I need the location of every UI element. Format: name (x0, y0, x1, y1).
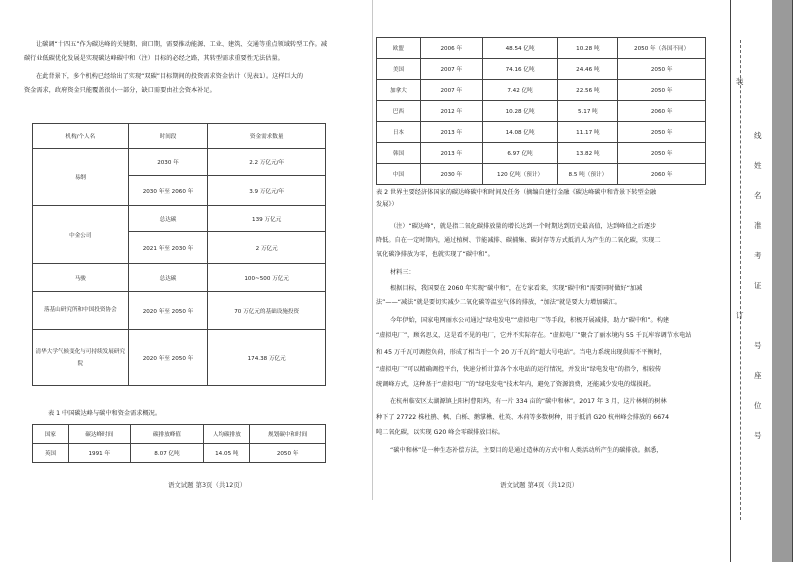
table-row (377, 164, 706, 185)
table-cell: 2050 年 (618, 59, 706, 80)
table-cell: 中国 (377, 164, 421, 185)
seal-char: 证 (754, 281, 762, 290)
right-page (372, 0, 722, 562)
table-cell: 139 万亿元 (208, 206, 326, 232)
paragraph-1: 让碳调“十四五”作为碳达峰的关键期、窗口期，需要推动能源、工业、建筑、交通等重点领域转型工作。减 (36, 41, 328, 48)
table-cell: 14.05 吨 (204, 444, 250, 463)
note-paragraph: （注）“碳达峰”，就是指二氧化碳排放量的增长达到一个时期达到历史最高值，达到峰值之后逐步 (390, 223, 657, 230)
table-cell: 英国 (33, 444, 69, 463)
table-2 (32, 424, 326, 463)
table-cell: 总达碳 (128, 264, 208, 292)
strip-border-left (730, 0, 731, 562)
table-2-continued (376, 37, 706, 185)
note-paragraph: 降低。自在一定时期内，通过植树、节能减排、碳捕集、碳封存等方式抵消人为产生的二氧化碳，实现二 (376, 237, 661, 244)
table-cell: 11.17 吨 (558, 122, 618, 143)
table-cell: 2050 年 (618, 80, 706, 101)
table-cell: 22.56 吨 (558, 80, 618, 101)
table-row (33, 444, 326, 463)
body-paragraph: 统调峰方式，这种基于“虚拟电厂”的“绿电发电”技术年内，避免了资源浪费，还能减少发电的煤损耗。 (376, 381, 655, 388)
table-cell: 2060 年 (618, 101, 706, 122)
table-cell: 2050 年 (618, 122, 706, 143)
table-cell: 8.5 吨（预计） (558, 164, 618, 185)
table-cell: 74.16 亿吨 (482, 59, 558, 80)
paragraph-4: 资金需求，政府资金只能覆盖很小一部分，缺口需要由社会资本补足。 (24, 87, 216, 94)
table-cell: 中金公司 (33, 206, 129, 264)
body-paragraph: “虚拟电厂”，顾名思义，这是看不见的电厂，它并不实际存在。“虚拟电厂”聚合了丽水境内 55 千瓦库容调节水电站 (376, 332, 692, 339)
seal-mark: 装 (736, 77, 744, 86)
table-cell: 5.17 吨 (558, 101, 618, 122)
table-cell: 174.38 万亿元 (208, 330, 326, 386)
table-cell: 易纲 (33, 149, 129, 206)
table-cell: 3.9 万亿元/年 (208, 176, 326, 206)
table-cell: 2050 年 (618, 143, 706, 164)
table-cell: 24.46 吨 (558, 59, 618, 80)
table-2-header-cell: 碳达峰时间 (68, 425, 130, 444)
body-paragraph: “碳中和林”是一种生态补偿方法，主要目的是通过造林的方式中和人类活动所产生的碳排放。据悉， (390, 447, 663, 454)
table-2-header-row (33, 425, 326, 444)
table-cell: 加拿大 (377, 80, 421, 101)
table-cell: 8.07 亿吨 (130, 444, 204, 463)
table-1-header-cell: 时间段 (128, 124, 208, 149)
table-cell: 2012 年 (420, 101, 482, 122)
table-2-header-cell: 人均碳排放 (204, 425, 250, 444)
body-paragraph: 今年伊始，国家电网丽水公司通过“绿电发电”“虚拟电厂”等手段，积极开展减排，助力“碳中和”。构建 (390, 317, 670, 324)
strip-gray-band (772, 0, 792, 562)
seal-char: 名 (754, 191, 762, 200)
table-cell: 2050 年 (250, 444, 326, 463)
paragraph-2: 碳行业低碳优化发展是实现碳达峰碳中和（注）目标的必经之路，其转型需求重要性无法估量。 (24, 55, 284, 62)
page-footer-right: 语文试题 第4页（共12页） (500, 481, 579, 489)
table-cell: 6.97 亿吨 (482, 143, 558, 164)
table-cell: 2006 年 (420, 38, 482, 59)
page-footer-left: 语文试题 第3页（共12页） (168, 481, 247, 489)
table-1-header-row (33, 124, 326, 149)
table-cell: 13.82 吨 (558, 143, 618, 164)
table-row (377, 80, 706, 101)
table-cell: 马骏 (33, 264, 129, 292)
table-cell: 14.08 亿吨 (482, 122, 558, 143)
table-2-header-cell: 规划碳中和时间 (250, 425, 326, 444)
table-cell: 美国 (377, 59, 421, 80)
table-row (33, 330, 326, 386)
table-cell: 48.54 亿吨 (482, 38, 558, 59)
table-cell: 2021 年至 2030 年 (128, 232, 208, 264)
body-paragraph: 种下了 27722 株杜鹃、枫、白栎、鹅掌楸、杜英、木荷等多数树种，用于抵消 G20 杭州峰会排放的 6674 (376, 414, 670, 421)
table-row (33, 292, 326, 330)
seal-char: 号 (754, 341, 762, 350)
table-2-header-cell: 碳排放峰值 (130, 425, 204, 444)
seal-mark: 订 (736, 311, 744, 320)
seal-char: 位 (754, 401, 762, 410)
table-cell: 2060 年 (618, 164, 706, 185)
table-cell: 日本 (377, 122, 421, 143)
table-cell: 2 万亿元 (208, 232, 326, 264)
table-cell: 清华大学气候变化与可持续发展研究院 (33, 330, 129, 386)
table-cell: 10.28 亿吨 (482, 101, 558, 122)
table-row (33, 149, 326, 176)
table-cell: 2013 年 (420, 143, 482, 164)
table-1 (32, 123, 326, 386)
table-cell: 2030 年 (128, 149, 208, 176)
note-paragraph: 氧化碳净排放为零，也就实现了“碳中和”。 (376, 251, 494, 258)
body-paragraph: “虚拟电厂”可以精确调控平台，快速分析计算各个水电站的运行情况，并发出“绿电发电”的指令，相较传 (376, 366, 662, 373)
table-cell: 巴西 (377, 101, 421, 122)
seal-char: 号 (754, 431, 762, 440)
table-1-caption: 表 1 中国碳达峰与碳中和资金需求概况。 (48, 410, 162, 417)
material-heading: 材料三： (390, 269, 415, 276)
seal-char: 考 (754, 251, 762, 260)
table-row (377, 101, 706, 122)
table-2-caption-cont: 发展》） (376, 201, 398, 208)
table-cell: 欧盟 (377, 38, 421, 59)
table-cell: 2030 年至 2060 年 (128, 176, 208, 206)
table-row (377, 38, 706, 59)
table-cell: 2007 年 (420, 59, 482, 80)
table-cell: 2020 年至 2050 年 (128, 292, 208, 330)
body-paragraph: 法”——“减法”就是要切实减少二氧化碳等温室气体的排放，“加法”就是要大力增加碳汇。 (376, 299, 621, 306)
seal-char: 姓 (754, 161, 762, 170)
table-1-header-cell: 资金需求数量 (208, 124, 326, 149)
table-cell: 120 亿吨（预计） (482, 164, 558, 185)
table-cell: 2013 年 (420, 122, 482, 143)
table-2-caption: 表 2 世界主要经济体国家的碳达峰碳中和时间及任务（摘编自建行金融《碳达峰碳中和背景下转型金融 (376, 189, 657, 196)
table-cell: 落基山研究所和中国投资协会 (33, 292, 129, 330)
table-cell: 10.28 吨 (558, 38, 618, 59)
table-cell: 2030 年 (420, 164, 482, 185)
table-row (377, 59, 706, 80)
table-cell: 2050 年（各国不同） (618, 38, 706, 59)
left-page (0, 0, 372, 562)
table-cell: 韩国 (377, 143, 421, 164)
table-cell: 1991 年 (68, 444, 130, 463)
body-paragraph: 吨二氧化碳，以实现 G20 峰会零碳排放目标。 (376, 429, 504, 436)
table-cell: 2007 年 (420, 80, 482, 101)
table-cell: 2020 年至 2050 年 (128, 330, 208, 386)
table-2-header-cell: 国家 (33, 425, 69, 444)
table-cell: 7.42 亿吨 (482, 80, 558, 101)
seal-char: 线 (754, 131, 762, 140)
strip-border-right (792, 0, 793, 562)
body-paragraph: 在杭州临安区太湖源镇上阳村曹阳坞，有一片 334 亩的“碳中和林”。2017 年 3 月，这片林树的树林 (390, 398, 667, 405)
paragraph-3: 在此背景下，多个机构已经给出了实现“双碳”目标期间的投资需求资金估计（见表1）。这样巨大的 (36, 73, 304, 80)
table-1-header-cell: 机构/个人名 (33, 124, 129, 149)
table-cell: 2.2 万亿元/年 (208, 149, 326, 176)
body-paragraph: 和 45 万千瓦可调控负荷，形成了相当于一个 20 万千瓦的“超大号电站”。当电力系统出现供需不平衡时， (376, 349, 666, 356)
binding-strip (722, 0, 794, 562)
table-row (33, 264, 326, 292)
body-paragraph: 根据目标，我国要在 2060 年实现“碳中和”，在专家看来，实现“碳中和”需要同时做好“加减 (390, 285, 643, 292)
table-cell: 总达碳 (128, 206, 208, 232)
table-row (33, 206, 326, 232)
cut-line (740, 40, 741, 520)
seal-char: 准 (754, 221, 762, 230)
table-cell: 100~500 万亿元 (208, 264, 326, 292)
seal-char: 座 (754, 371, 762, 380)
table-cell: 70 万亿元的基础设施投资 (208, 292, 326, 330)
table-row (377, 122, 706, 143)
table-row (377, 143, 706, 164)
